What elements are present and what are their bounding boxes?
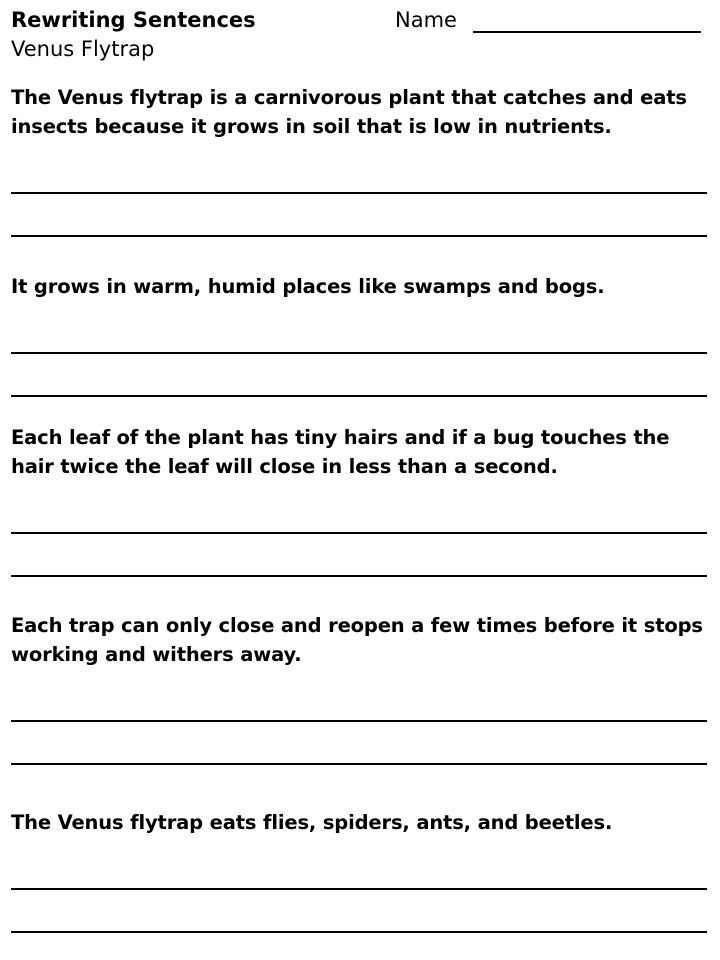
writing-line[interactable] — [11, 931, 707, 933]
writing-line[interactable] — [11, 235, 707, 237]
sentence-3: Each leaf of the plant has tiny hairs and if a bug touches the hair twice the leaf will close in less than a second. — [11, 426, 670, 478]
sentence-4: Each trap can only close and reopen a few times before it stops working and withers away. — [11, 614, 703, 666]
sentence-2: It grows in warm, humid places like swamps and bogs. — [11, 275, 605, 298]
writing-line[interactable] — [11, 192, 707, 194]
worksheet-subtitle: Venus Flytrap — [11, 37, 155, 61]
name-label: Name — [395, 8, 457, 32]
writing-line[interactable] — [11, 352, 707, 354]
name-field[interactable] — [473, 31, 701, 33]
writing-line[interactable] — [11, 763, 707, 765]
writing-line[interactable] — [11, 532, 707, 534]
sentence-5: The Venus flytrap eats flies, spiders, ants, and beetles. — [11, 811, 613, 834]
sentence-1: The Venus flytrap is a carnivorous plant that catches and eats insects because it grows in soil that is low in nutrients. — [11, 86, 687, 138]
writing-line[interactable] — [11, 720, 707, 722]
writing-line[interactable] — [11, 395, 707, 397]
worksheet-title: Rewriting Sentences — [11, 8, 256, 32]
writing-line[interactable] — [11, 575, 707, 577]
writing-line[interactable] — [11, 888, 707, 890]
